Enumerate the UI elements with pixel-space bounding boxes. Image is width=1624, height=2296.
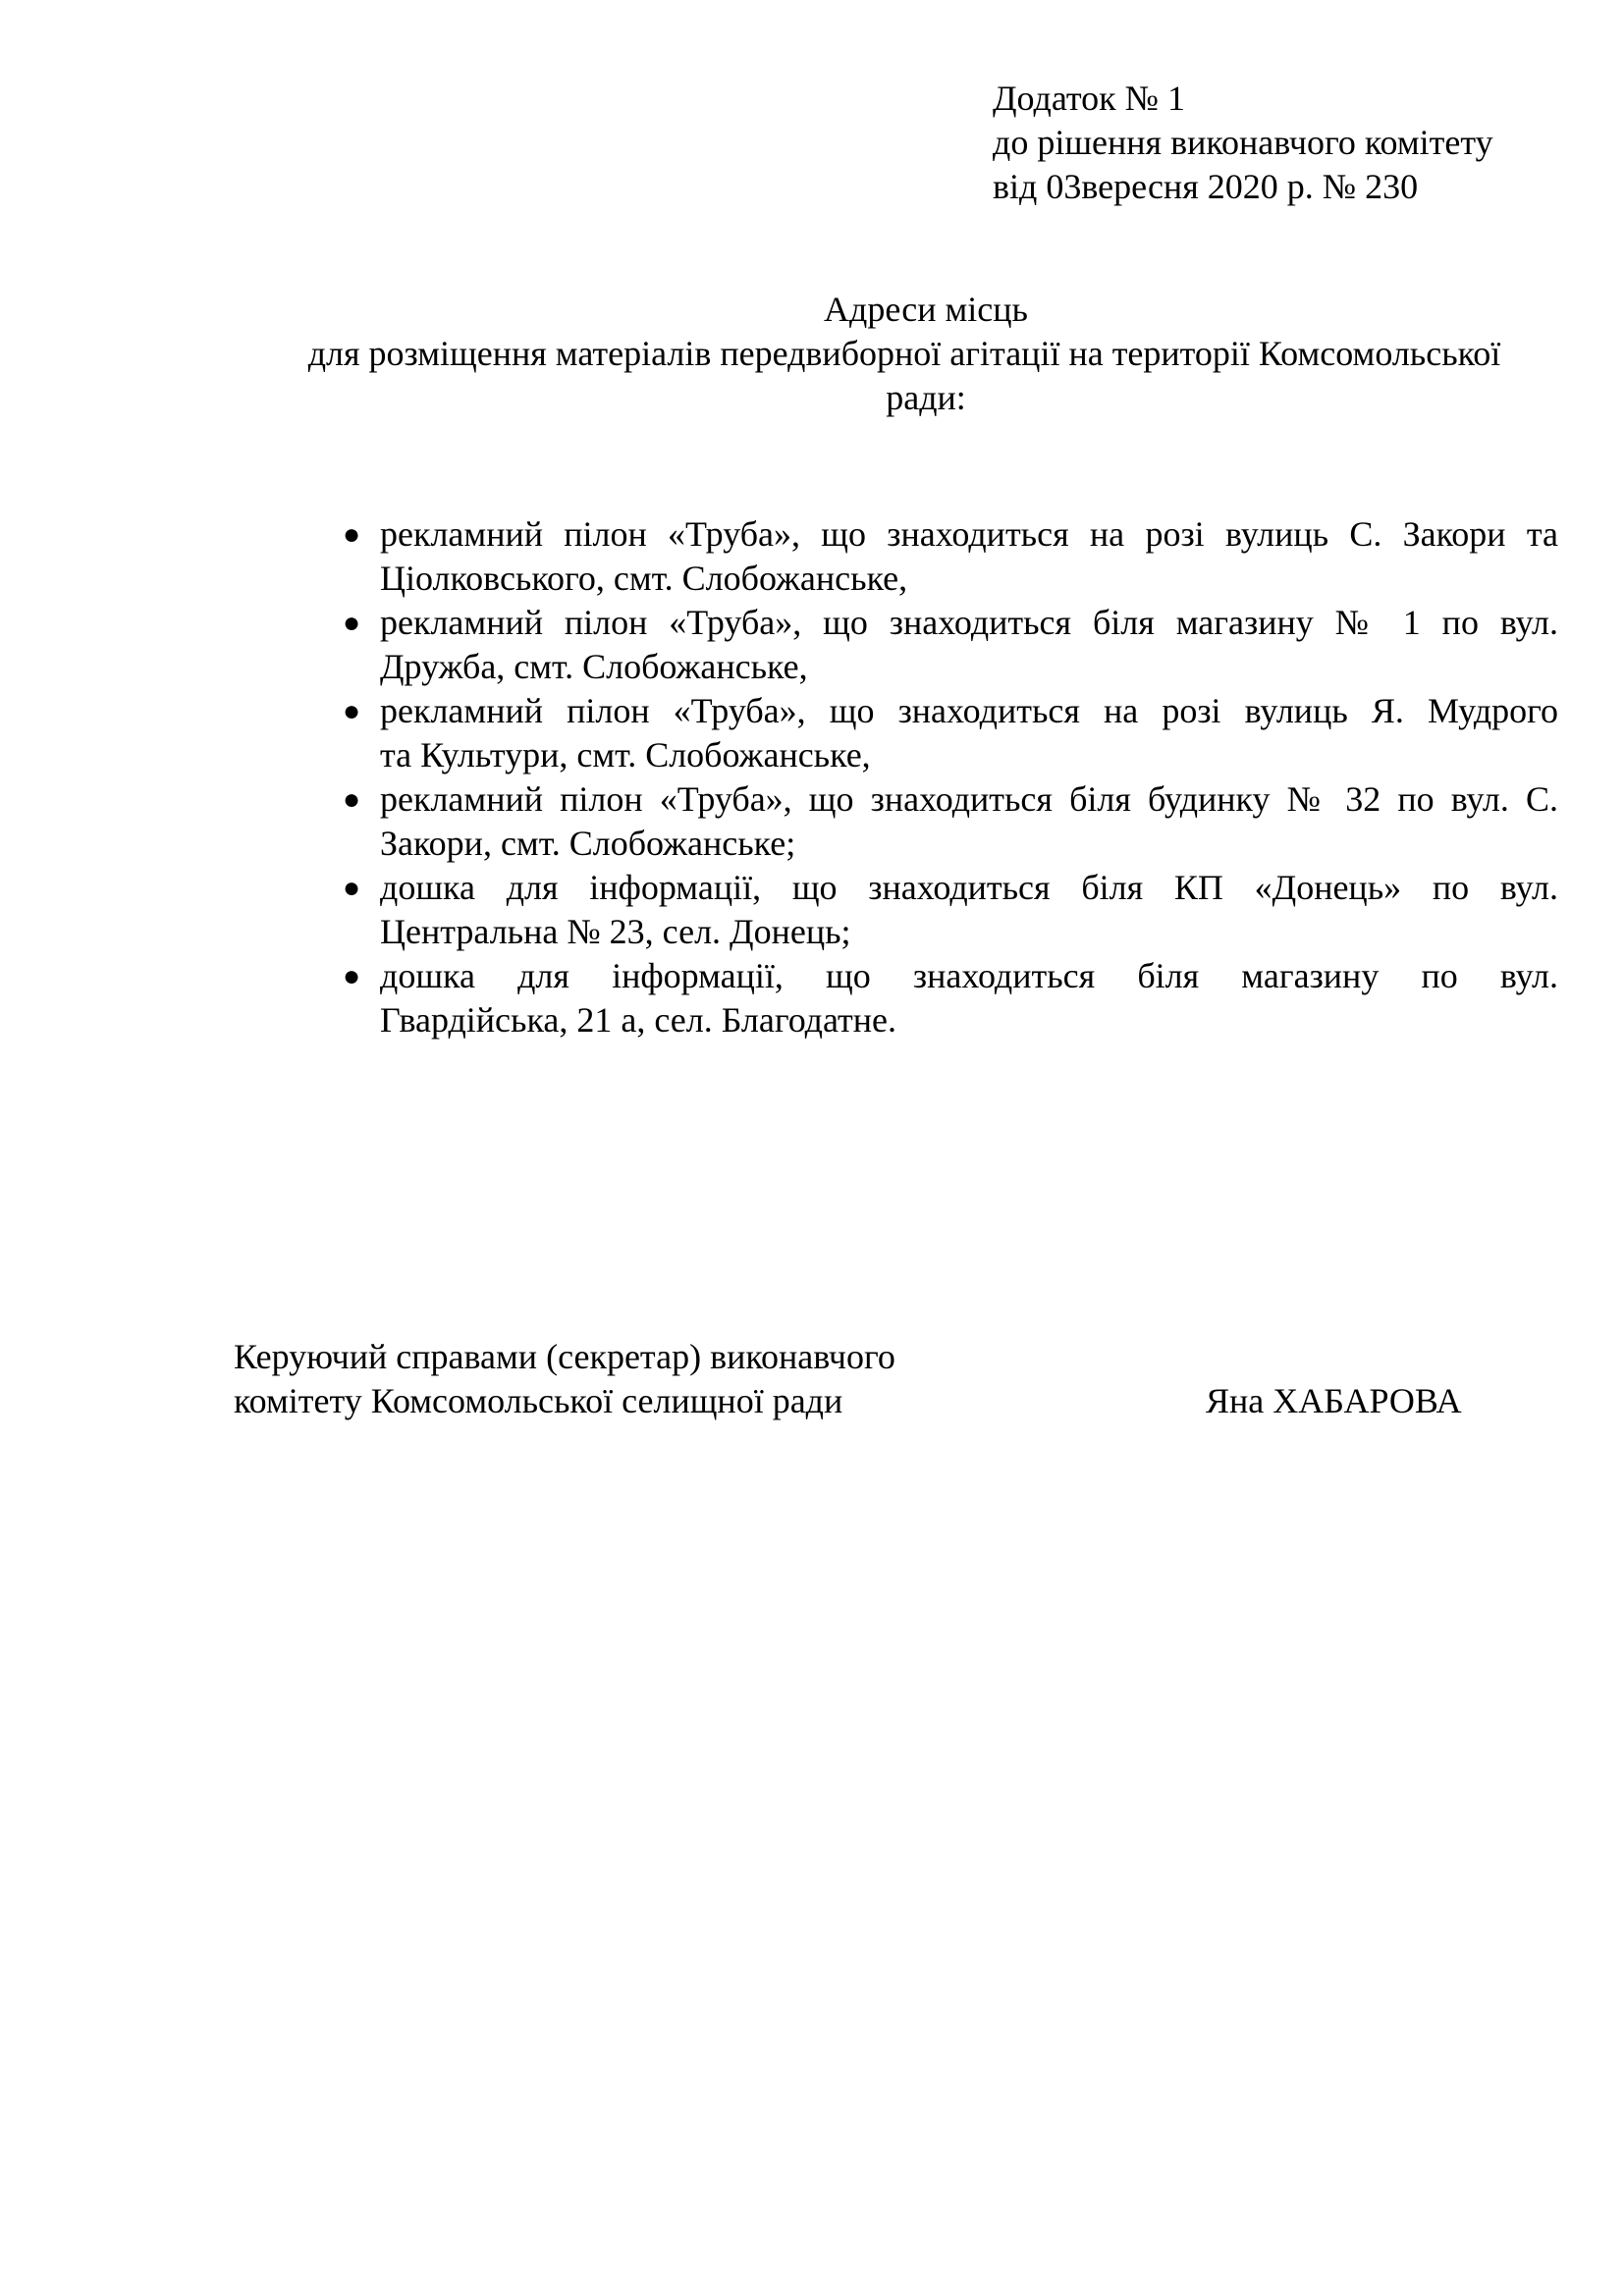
address-line: рекламний пілон «Труба», що знаходиться біля магазину № 1 по вул.	[380, 603, 1558, 642]
appendix-decision-ref: до рішення виконавчого комітету	[993, 123, 1493, 162]
address-line: Ціолковського, смт. Слобожанське,	[380, 559, 908, 598]
address-line: Центральна № 23, сел. Донець;	[380, 912, 851, 951]
bullet-icon: ●	[343, 607, 361, 639]
bullet-icon: ●	[343, 695, 361, 727]
list-item	[343, 954, 1558, 1042]
address-line: рекламний пілон «Труба», що знаходиться на розі вулиць Я. Мудрого	[380, 691, 1558, 730]
bullet-icon: ●	[343, 960, 361, 992]
address-line: рекламний пілон «Труба», що знаходиться біля будинку № 32 по вул. С.	[380, 779, 1558, 819]
appendix-header	[993, 77, 1582, 209]
address-line: та Культури, смт. Слобожанське,	[380, 735, 871, 774]
signatory-position-cont: комітету Комсомольської селищної ради	[234, 1381, 843, 1420]
title-heading: Адреси місць	[824, 290, 1028, 329]
appendix-date: від 03вересня 2020 р. № 230	[993, 167, 1419, 206]
document-title	[232, 288, 1577, 420]
list-item	[343, 512, 1558, 601]
address-list	[343, 512, 1558, 1042]
bullet-icon: ●	[343, 518, 361, 551]
title-subheading-end: ради:	[886, 378, 966, 417]
list-item	[343, 689, 1558, 777]
list-item	[343, 777, 1558, 866]
appendix-number: Додаток № 1	[993, 79, 1185, 118]
signatory-position: Керуючий справами (секретар) виконавчого	[234, 1337, 895, 1376]
address-line: Дружба, смт. Слобожанське,	[380, 647, 808, 686]
list-item	[343, 601, 1558, 689]
address-line: дошка для інформації, що знаходиться біля КП «Донець» по вул.	[380, 868, 1558, 907]
bullet-icon: ●	[343, 872, 361, 904]
address-line: Гвардійська, 21 а, сел. Благодатне.	[380, 1000, 897, 1040]
address-line: дошка для інформації, що знаходиться біля магазину по вул.	[380, 956, 1558, 995]
list-item	[343, 866, 1558, 954]
title-subheading: для розміщення матеріалів передвиборної агітації на території Комсомольської	[307, 334, 1501, 373]
address-line: Закори, смт. Слобожанське;	[380, 824, 796, 863]
signatory-name: Яна ХАБАРОВА	[1206, 1381, 1462, 1420]
address-line: рекламний пілон «Труба», що знаходиться на розі вулиць С. Закори та	[380, 514, 1558, 554]
signature-block	[234, 1335, 1510, 1423]
bullet-icon: ●	[343, 783, 361, 816]
